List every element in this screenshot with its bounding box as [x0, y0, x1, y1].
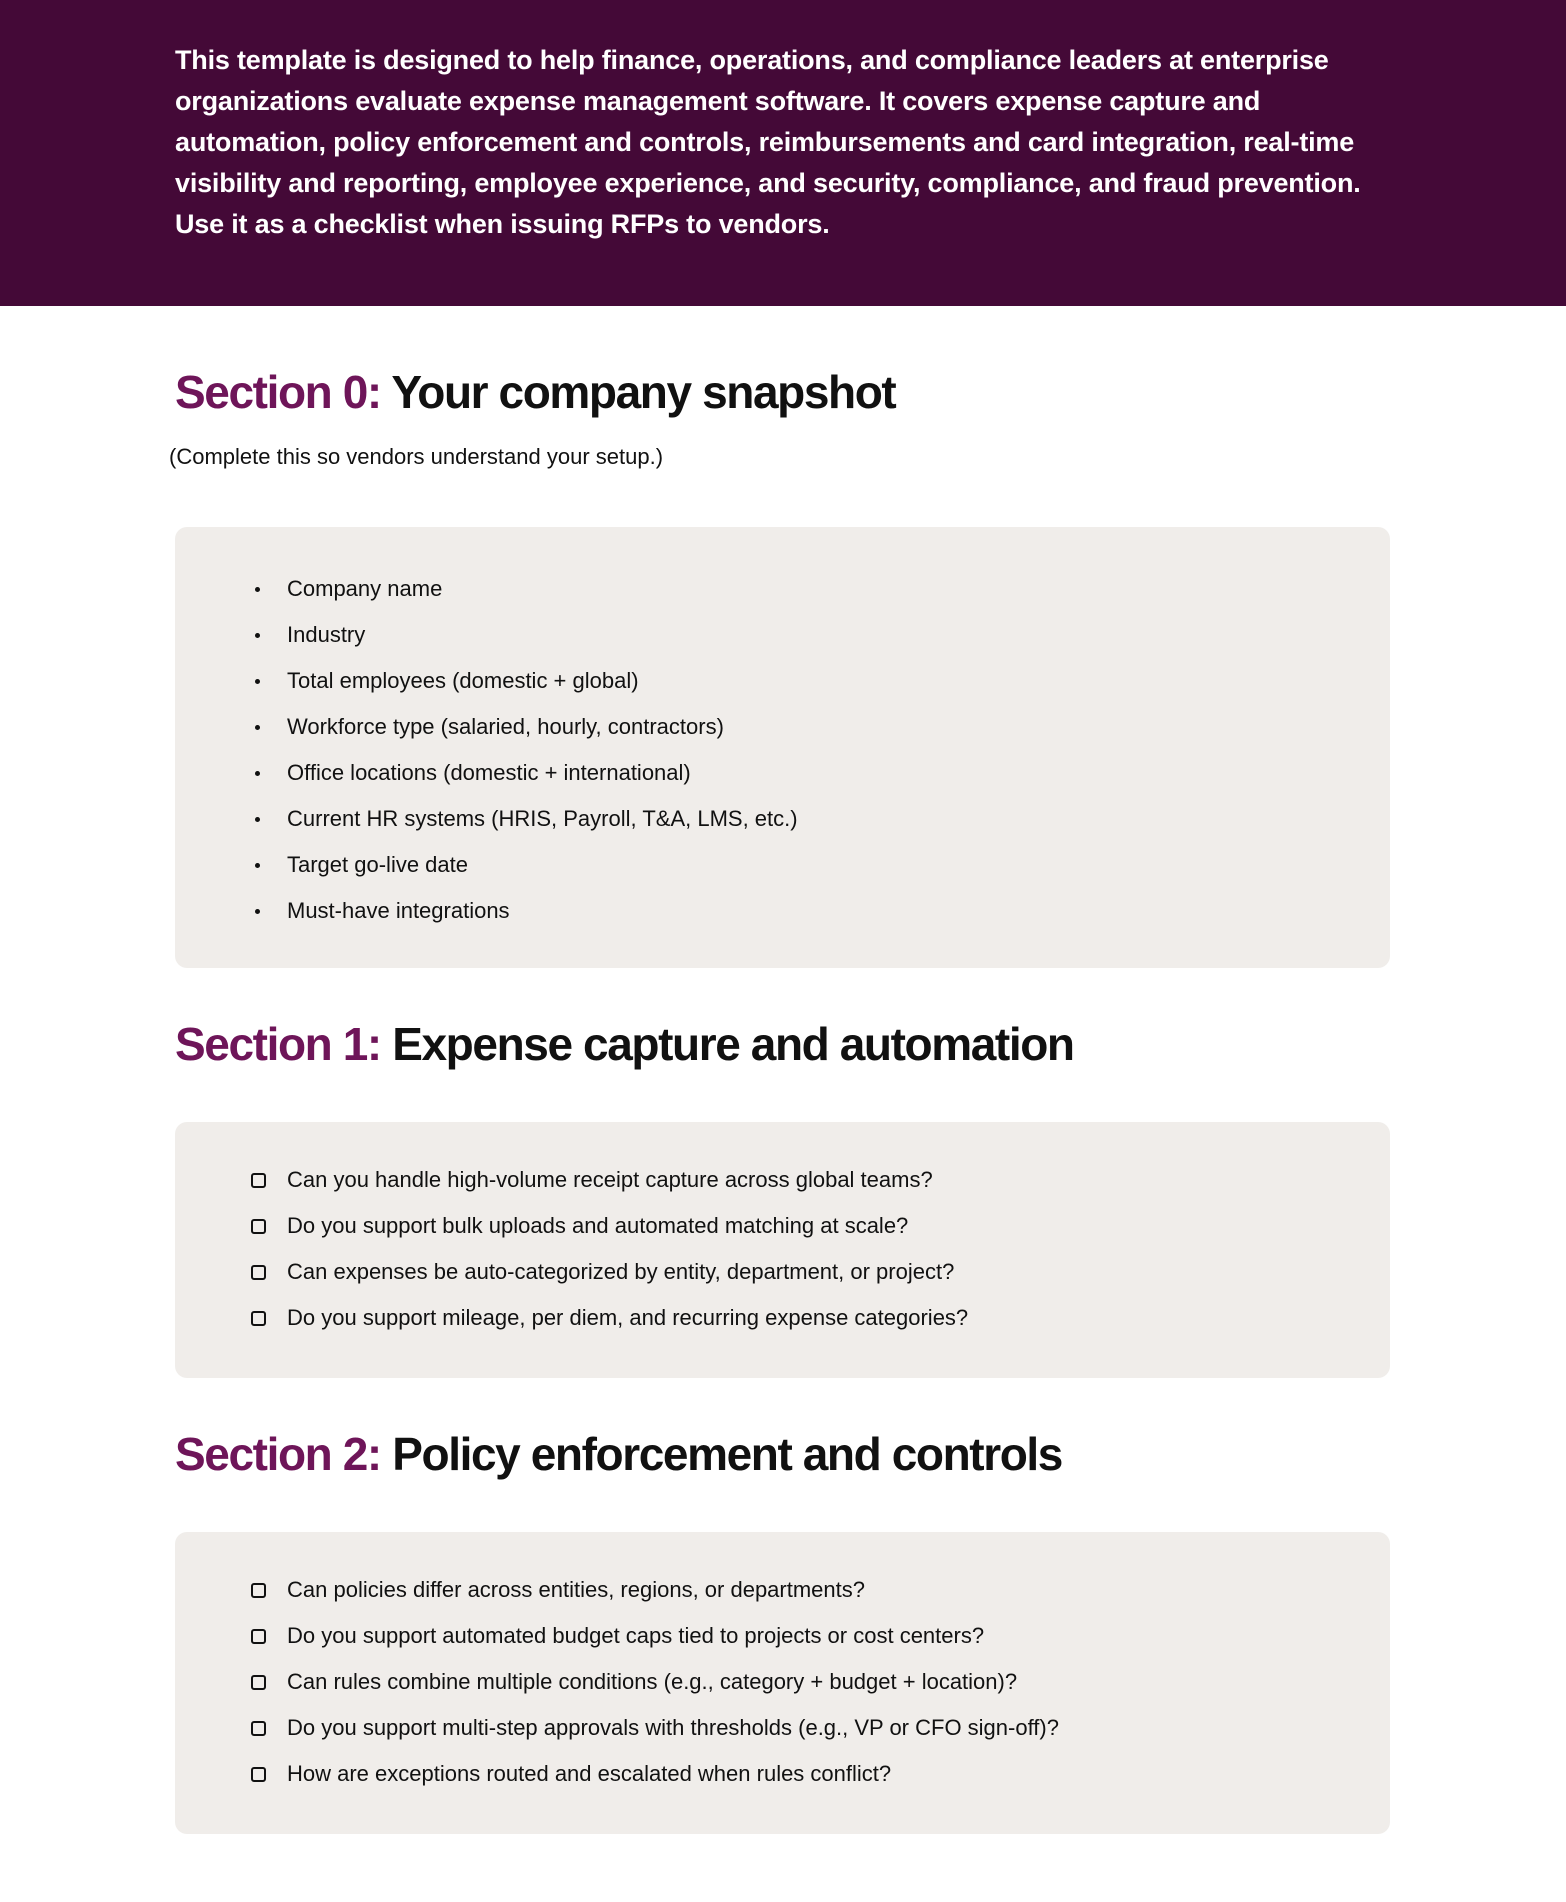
list-item: [175, 566, 1390, 612]
checkbox-icon[interactable]: [251, 1265, 266, 1280]
list-item-text: Industry: [287, 622, 366, 647]
section-2-title: Policy enforcement and controls: [392, 1428, 1062, 1480]
list-item: [175, 612, 1390, 658]
section-2-checklist: [175, 1567, 1390, 1797]
checkbox-icon[interactable]: [251, 1173, 266, 1188]
checklist-item[interactable]: [175, 1751, 1390, 1797]
list-item-text: Workforce type (salaried, hourly, contractors): [287, 714, 724, 739]
checklist-item[interactable]: [175, 1249, 1390, 1295]
checklist-item[interactable]: [175, 1203, 1390, 1249]
list-item: [175, 888, 1390, 934]
section-0-heading: [175, 364, 895, 420]
bullet-icon: [255, 863, 260, 868]
section-1-checklist: [175, 1157, 1390, 1341]
list-item-text: Target go-live date: [287, 852, 468, 877]
bullet-icon: [255, 771, 260, 776]
list-item: [175, 704, 1390, 750]
list-item-text: Office locations (domestic + international): [287, 760, 691, 785]
bullet-icon: [255, 633, 260, 638]
section-1-title: Expense capture and automation: [392, 1018, 1074, 1070]
intro-banner: [0, 0, 1566, 306]
section-2-number: Section 2:: [175, 1428, 381, 1480]
list-item-text: Current HR systems (HRIS, Payroll, T&A, LMS, etc.): [287, 806, 798, 831]
bullet-icon: [255, 679, 260, 684]
section-0-card: [175, 527, 1390, 968]
section-2-card: [175, 1532, 1390, 1834]
checklist-item-text: Can you handle high-volume receipt capture across global teams?: [287, 1167, 933, 1192]
checklist-item-text: Do you support automated budget caps tied to projects or cost centers?: [287, 1623, 985, 1648]
list-item-text: Company name: [287, 576, 443, 601]
bullet-icon: [255, 817, 260, 822]
list-item-text: Must-have integrations: [287, 898, 510, 923]
checklist-item[interactable]: [175, 1659, 1390, 1705]
checklist-item[interactable]: [175, 1295, 1390, 1341]
list-item: [175, 842, 1390, 888]
bullet-icon: [255, 909, 260, 914]
section-2-heading: [175, 1426, 1062, 1482]
section-1-number: Section 1:: [175, 1018, 381, 1070]
section-0-note: (Complete this so vendors understand your setup.): [169, 444, 664, 469]
checkbox-icon[interactable]: [251, 1721, 266, 1736]
intro-text: This template is designed to help finance, operations, and compliance leaders at enterprise organizations evaluate expense management software. It covers expense capture and automation, policy enforcement and controls, reimbursements and card integration, real-time visibility and reporting, employee experience, and security, compliance, and fraud prevention. Use it as a checklist when issuing RFPs to vendors.: [175, 45, 1361, 239]
section-1-card: [175, 1122, 1390, 1378]
section-0-number: Section 0:: [175, 366, 381, 418]
checklist-item-text: Can rules combine multiple conditions (e.g., category + budget + location)?: [287, 1669, 1018, 1694]
checkbox-icon[interactable]: [251, 1675, 266, 1690]
checklist-item[interactable]: [175, 1613, 1390, 1659]
checklist-item[interactable]: [175, 1567, 1390, 1613]
bullet-icon: [255, 587, 260, 592]
checkbox-icon[interactable]: [251, 1311, 266, 1326]
list-item: [175, 796, 1390, 842]
checklist-item-text: How are exceptions routed and escalated when rules conflict?: [287, 1761, 892, 1786]
bullet-icon: [255, 725, 260, 730]
snapshot-list: [175, 566, 1390, 934]
checkbox-icon[interactable]: [251, 1629, 266, 1644]
checkbox-icon[interactable]: [251, 1767, 266, 1782]
checklist-item-text: Do you support mileage, per diem, and recurring expense categories?: [287, 1305, 969, 1330]
checklist-item[interactable]: [175, 1705, 1390, 1751]
checkbox-icon[interactable]: [251, 1583, 266, 1598]
checklist-item-text: Do you support multi-step approvals with thresholds (e.g., VP or CFO sign-off)?: [287, 1715, 1059, 1740]
list-item-text: Total employees (domestic + global): [287, 668, 639, 693]
section-0-title: Your company snapshot: [391, 366, 896, 418]
checklist-item-text: Do you support bulk uploads and automated matching at scale?: [287, 1213, 909, 1238]
checklist-item[interactable]: [175, 1157, 1390, 1203]
checklist-item-text: Can expenses be auto-categorized by entity, department, or project?: [287, 1259, 955, 1284]
list-item: [175, 750, 1390, 796]
checklist-item-text: Can policies differ across entities, regions, or departments?: [287, 1577, 865, 1602]
checkbox-icon[interactable]: [251, 1219, 266, 1234]
section-1-heading: [175, 1016, 1074, 1072]
list-item: [175, 658, 1390, 704]
